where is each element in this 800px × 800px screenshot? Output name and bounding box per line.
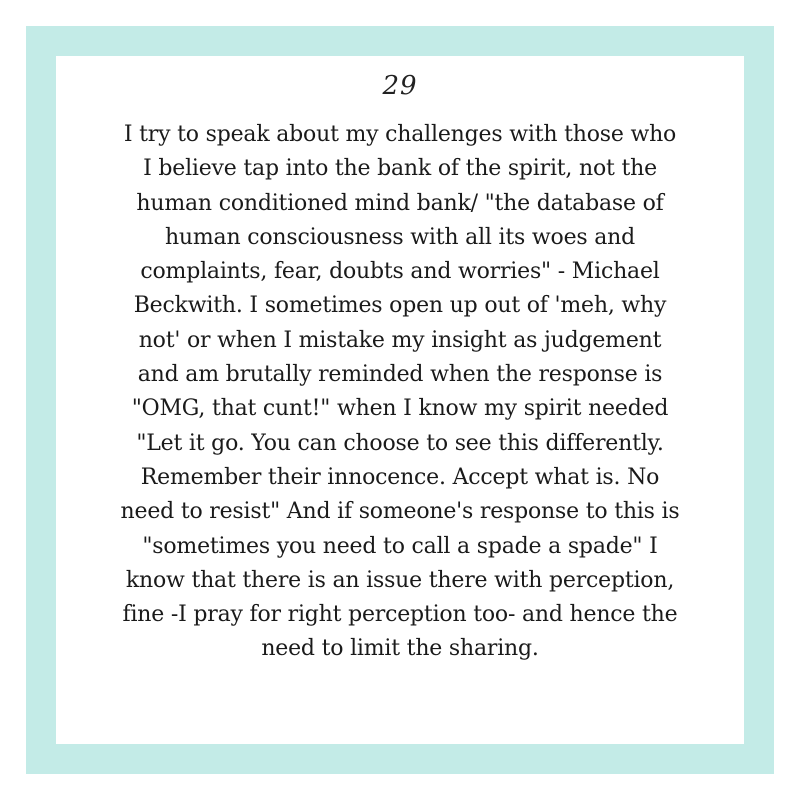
quote-line: I try to speak about my challenges with those who — [123, 122, 677, 147]
quote-line: complaints, fear, doubts and worries" - Michael — [140, 259, 660, 285]
quote-line: and am brutally reminded when the response is — [137, 362, 663, 388]
quote-line: "Let it go. You can choose to see this differently. — [136, 430, 664, 456]
quote-line: human conditioned mind bank/ "the database of — [136, 190, 664, 216]
quote-line: Remember their innocence. Accept what is. No — [140, 464, 660, 490]
quote-line: know that there is an issue there with perception, — [125, 567, 675, 593]
quote-text — [66, 118, 734, 667]
page-number: 29 — [382, 71, 418, 101]
quote-line: human consciousness with all its woes and — [164, 224, 636, 250]
quote-line: fine -I pray for right perception too- and hence the — [122, 602, 678, 628]
quote-line: need to resist" And if someone's response to this is — [120, 499, 680, 525]
quote-line: not' or when I mistake my insight as judgement — [138, 327, 662, 353]
quote-line: "OMG, that cunt!" when I know my spirit needed — [131, 396, 669, 422]
quote-line: "sometimes you need to call a spade a spade" I — [142, 533, 658, 559]
quote-line: I believe tap into the bank of the spirit, not the — [143, 156, 657, 182]
quote-line: need to limit the sharing. — [261, 636, 539, 662]
quote-line: Beckwith. I sometimes open up out of 'meh, why — [133, 293, 667, 319]
quote-card — [56, 56, 744, 744]
